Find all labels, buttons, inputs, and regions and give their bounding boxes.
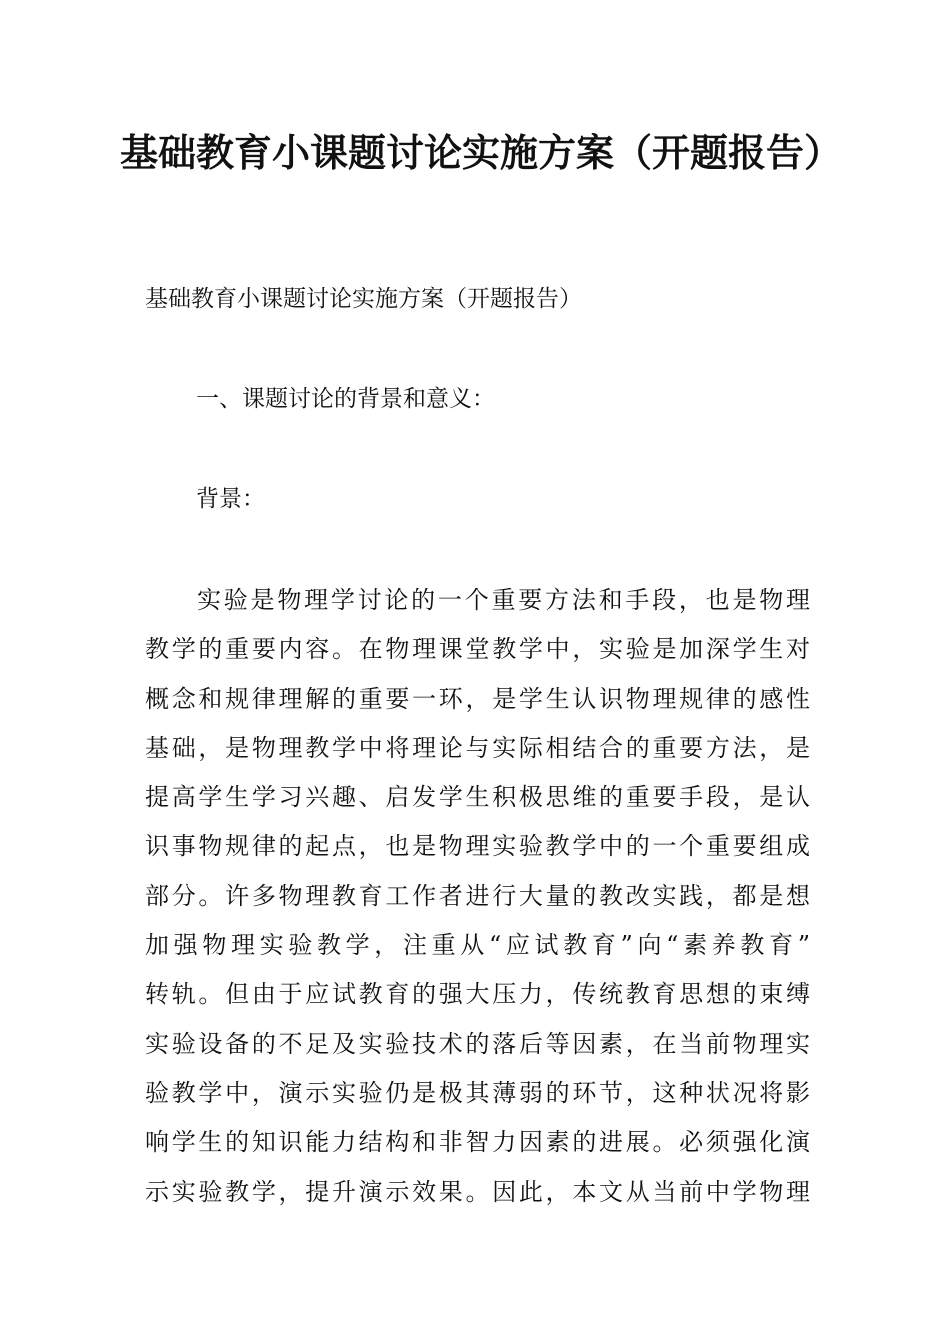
body-paragraph: [145, 580, 810, 1221]
body-line: 转轨。但由于应试教育的强大压力，传统教育思想的束缚: [145, 980, 810, 1009]
body-line: 基础，是物理教学中将理论与实际相结合的重要方法，是: [145, 733, 810, 762]
background-label: 背景：: [196, 486, 265, 512]
document-title: 基础教育小课题讨论实施方案（开题报告）: [120, 131, 843, 175]
body-line: 教学的重要内容。在物理课堂教学中，实验是加深学生对: [145, 635, 810, 664]
body-line: 实验是物理学讨论的一个重要方法和手段，也是物理: [197, 586, 810, 614]
body-line: 部分。许多物理教育工作者进行大量的教改实践，都是想: [145, 881, 810, 910]
body-line: 实验设备的不足及实验技术的落后等因素，在当前物理实: [145, 1029, 810, 1058]
body-line: 验教学中，演示实验仍是极其薄弱的环节，这种状况将影: [145, 1078, 810, 1107]
section-heading: 一、课题讨论的背景和意义：: [196, 386, 495, 412]
body-line: 提高学生学习兴趣、启发学生积极思维的重要手段，是认: [145, 783, 810, 812]
body-line: 示实验教学，提升演示效果。因此，本文从当前中学物理: [145, 1177, 810, 1206]
body-line: 识事物规律的起点，也是物理实验教学中的一个重要组成: [145, 832, 810, 861]
document-subtitle: 基础教育小课题讨论实施方案（开题报告）: [145, 286, 582, 312]
body-line: 加强物理实验教学，注重从“应试教育”向“素养教育”: [145, 931, 810, 960]
body-line: 响学生的知识能力结构和非智力因素的进展。必须强化演: [145, 1128, 810, 1157]
body-line: 概念和规律理解的重要一环，是学生认识物理规律的感性: [145, 684, 810, 713]
